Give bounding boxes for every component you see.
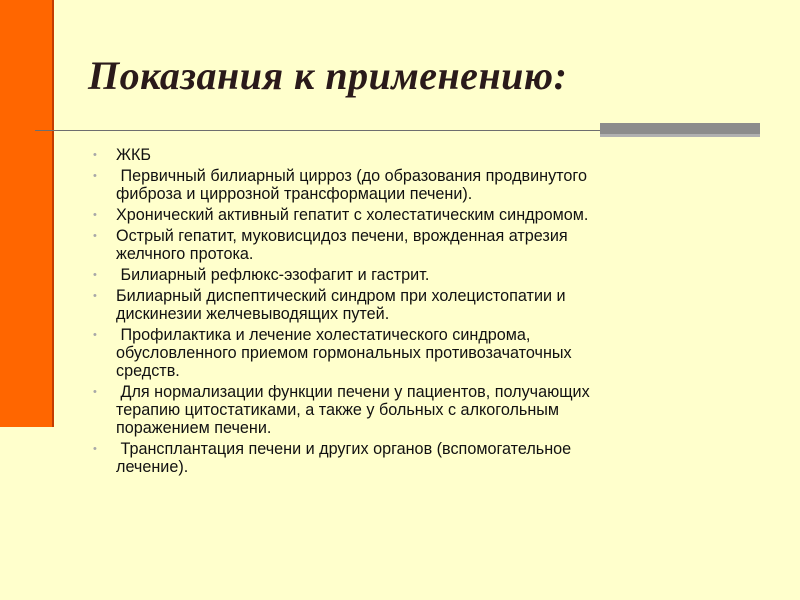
list-item-text: Билиарный диспептический синдром при холецистопатии и дискинезии желчевыводящих путей.	[116, 287, 566, 323]
bullet-icon: •	[93, 329, 97, 341]
bullet-icon: •	[93, 230, 97, 242]
list-item	[90, 440, 730, 476]
list-item	[90, 287, 730, 323]
list-item-text: Хронический активный гепатит с холестатическим синдромом.	[116, 206, 589, 224]
list-item	[90, 383, 730, 437]
bullet-icon: •	[93, 209, 97, 221]
list-item-text: Билиарный рефлюкс-эзофагит и гастрит.	[116, 266, 430, 284]
indications-list	[90, 146, 730, 479]
bullet-icon: •	[93, 290, 97, 302]
slide-title: Показания к применению:	[88, 53, 568, 98]
list-item-text: Для нормализации функции печени у пациентов, получающих терапию цитостатиками, а также у больных с алкогольным поражением печени.	[116, 383, 590, 437]
list-item	[90, 206, 730, 224]
bullet-icon: •	[93, 170, 97, 182]
list-item-text: Острый гепатит, муковисцидоз печени, врожденная атрезия желчного протока.	[116, 227, 568, 263]
bullet-icon: •	[93, 149, 97, 161]
divider-accent-shade	[600, 134, 760, 137]
list-item	[90, 167, 730, 203]
list-item-text: Первичный билиарный цирроз (до образования продвинутого фиброза и циррозной трансформации печени).	[116, 167, 587, 203]
list-item	[90, 227, 730, 263]
bullet-icon: •	[93, 443, 97, 455]
bullet-icon: •	[93, 269, 97, 281]
accent-bar-edge	[52, 0, 54, 427]
list-item	[90, 146, 730, 164]
bullet-icon: •	[93, 386, 97, 398]
list-item	[90, 326, 730, 380]
list-item-text: Трансплантация печени и других органов (вспомогательное лечение).	[116, 440, 572, 476]
list-item-text: ЖКБ	[116, 146, 151, 164]
list-item-text: Профилактика и лечение холестатического синдрома, обусловленного приемом гормональных противозачаточных средств.	[116, 326, 572, 380]
list-item	[90, 266, 730, 284]
orange-accent-bar	[0, 0, 54, 427]
